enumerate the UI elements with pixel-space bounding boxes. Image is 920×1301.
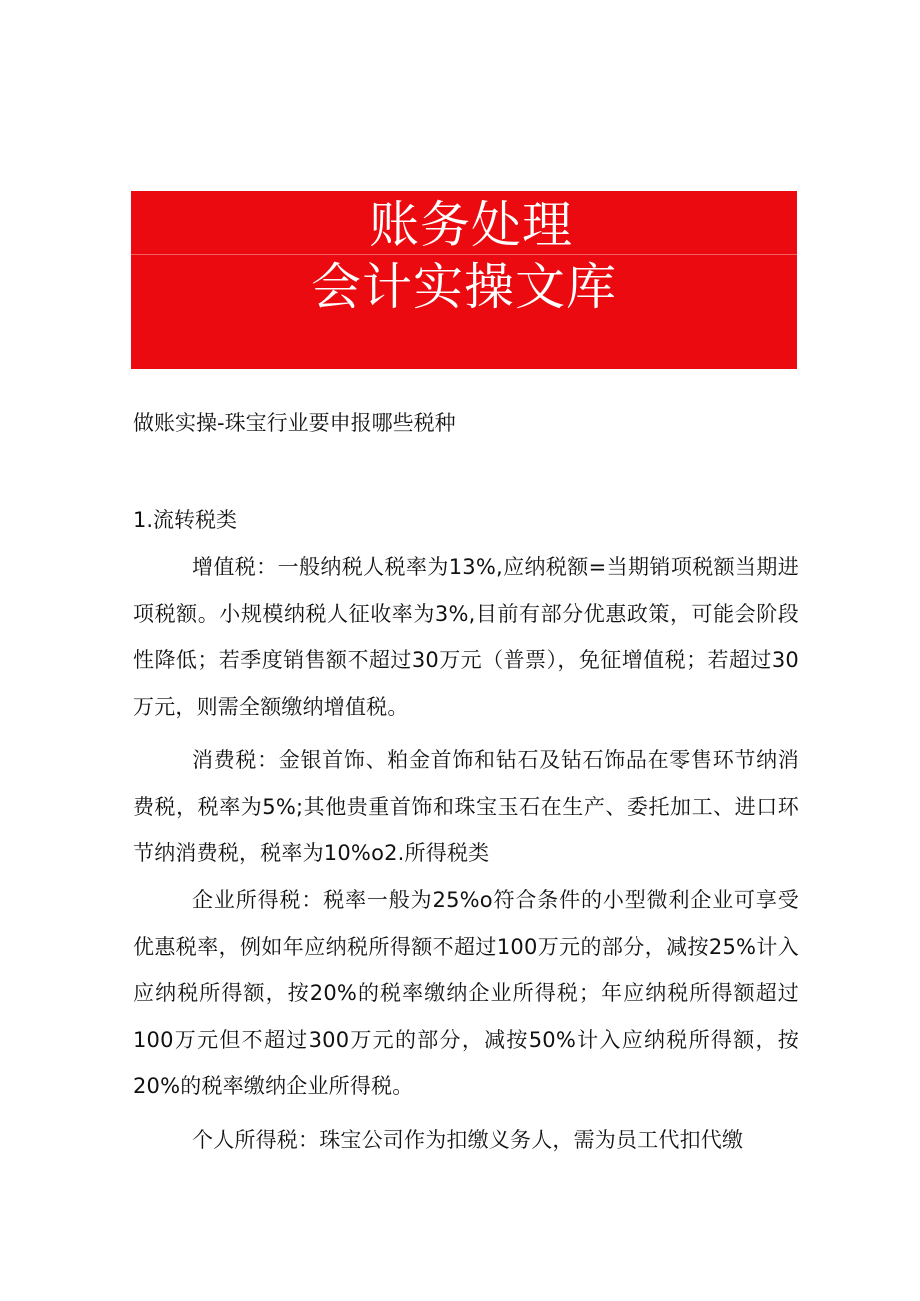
banner-title-line2: 会计实操文库 (311, 258, 617, 316)
paragraph-corporate-income-tax: 企业所得税：税率一般为25%o符合条件的小型微利企业可享受优惠税率，例如年应纳税所得额不超过100万元的部分，减按25%计入应纳税所得额，按20%的税率缴纳企业所得税；年应纳税所得额超过100万元但不超过300万元的部分，减按50%计入应纳税所得额，按20%的税率缴纳企业所得税。 (133, 888, 799, 1098)
section-heading-turnover-tax: 1.流转税类 (133, 508, 238, 532)
paragraph-personal-income-tax: 个人所得税：珠宝公司作为扣缴义务人，需为员工代扣代缴 (192, 1128, 744, 1152)
paragraph-vat: 增值税：一般纳税人税率为13%,应纳税额=当期销项税额当期进项税额。小规模纳税人征收率为3%,目前有部分优惠政策，可能会阶段性降低；若季度销售额不超过30万元（普票），免征增值税；若超过30万元，则需全额缴纳增值税。 (133, 555, 799, 719)
header-banner (131, 191, 797, 369)
document-title: 做账实操-珠宝行业要申报哪些税种 (133, 411, 456, 435)
paragraph-consumption-tax: 消费税：金银首饰、粕金首饰和钻石及钻石饰品在零售环节纳消费税，税率为5%;其他贵重首饰和珠宝玉石在生产、委托加工、进口环节纳消费税，税率为10%o2.所得税类 (133, 748, 799, 865)
banner-title-line1: 账务处理 (369, 196, 573, 254)
